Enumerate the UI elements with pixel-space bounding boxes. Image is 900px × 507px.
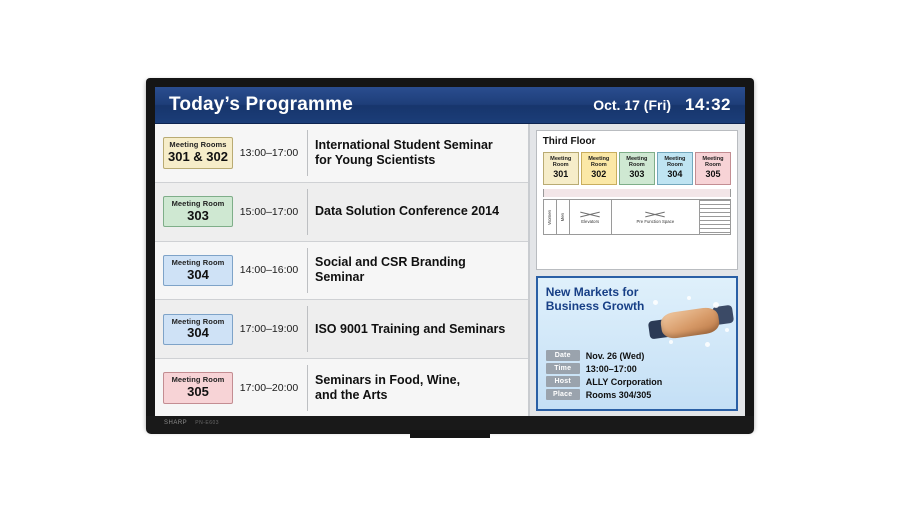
floor-room-label: Meeting Room xyxy=(588,156,610,168)
promo-title-line1: New Markets for xyxy=(545,285,639,299)
schedule-title-line1: ISO 9001 Training and Seminars xyxy=(315,321,506,336)
schedule-time: 14:00–16:00 xyxy=(239,264,299,277)
room-badge-number: 301 & 302 xyxy=(168,149,228,165)
floor-room-number: 303 xyxy=(629,168,645,179)
room-badge xyxy=(163,196,233,228)
promo-value: 13:00–17:00 xyxy=(585,363,637,374)
promo-detail-row xyxy=(546,350,738,361)
schedule-title-line1: Seminars in Food, Wine, xyxy=(315,372,461,387)
restroom-men-label: Men xyxy=(560,212,566,222)
promo-details xyxy=(546,350,738,402)
device-brand xyxy=(164,420,219,426)
row-divider xyxy=(307,365,308,411)
room-badge xyxy=(163,372,233,404)
room-badge-number: 304 xyxy=(187,325,209,341)
floor-facilities xyxy=(543,199,731,235)
floor-room[interactable] xyxy=(619,152,655,185)
pre-function-space xyxy=(612,200,700,234)
schedule-title-line1: Social and CSR Branding Seminar xyxy=(315,255,466,285)
promo-key: Date xyxy=(546,350,580,361)
right-panel xyxy=(530,124,745,417)
signage-header xyxy=(155,87,745,124)
pre-function-label: Pre Function Space xyxy=(636,218,675,224)
elevators-label: Elevators xyxy=(581,218,600,224)
promo-key: Place xyxy=(546,389,580,400)
schedule-row[interactable] xyxy=(155,300,528,359)
header-date: Oct. 17 (Fri) xyxy=(593,97,672,113)
schedule-title xyxy=(315,322,522,337)
promo-detail-row xyxy=(546,376,738,387)
header-time: 14:32 xyxy=(685,95,731,114)
signage-body xyxy=(155,124,745,417)
schedule-title-line2: and the Arts xyxy=(315,388,388,403)
brand-model: PN-E603 xyxy=(195,420,220,426)
floor-room[interactable] xyxy=(581,152,617,185)
promo-panel[interactable] xyxy=(536,276,738,411)
row-divider xyxy=(307,130,308,176)
room-badge-number: 304 xyxy=(187,266,209,282)
schedule-title-line1: International Student Seminar xyxy=(315,137,493,152)
escalator-icon xyxy=(645,211,665,218)
schedule-list xyxy=(155,124,530,417)
room-badge xyxy=(163,255,233,287)
schedule-title xyxy=(315,373,522,404)
floor-room-label: Meeting Room xyxy=(626,156,648,168)
schedule-row[interactable] xyxy=(155,359,528,417)
floor-corridor xyxy=(543,189,731,197)
floor-room-number: 304 xyxy=(667,168,683,179)
room-badge xyxy=(163,314,233,346)
floor-map-rooms xyxy=(543,152,731,185)
floor-map-title: Third Floor xyxy=(542,136,596,147)
promo-value: Nov. 26 (Wed) xyxy=(585,350,645,361)
room-badge-label: Meeting Rooms xyxy=(169,140,227,150)
room-badge xyxy=(163,137,233,169)
promo-value: Rooms 304/305 xyxy=(585,389,652,400)
elevator-icon xyxy=(580,211,600,218)
row-divider xyxy=(307,306,308,352)
schedule-row[interactable] xyxy=(155,124,528,183)
floor-room-label: Meeting Room xyxy=(550,156,572,168)
room-badge-number: 303 xyxy=(187,207,209,223)
schedule-title-line2: for Young Scientists xyxy=(315,152,436,167)
row-divider xyxy=(307,248,308,294)
floor-room[interactable] xyxy=(695,152,731,185)
floor-room-number: 301 xyxy=(553,168,569,179)
digital-signage-screen xyxy=(155,87,745,417)
schedule-time: 17:00–20:00 xyxy=(239,382,299,395)
schedule-time: 17:00–19:00 xyxy=(239,323,299,336)
promo-title xyxy=(546,285,664,313)
room-badge-label: Meeting Room xyxy=(171,257,225,267)
floor-room[interactable] xyxy=(657,152,693,185)
restroom-women-label: Women xyxy=(547,209,553,225)
promo-key: Time xyxy=(546,363,580,374)
schedule-row[interactable] xyxy=(155,183,528,242)
promo-title-line2: Business Growth xyxy=(545,299,645,314)
floor-room-label: Meeting Room xyxy=(664,156,686,168)
promo-detail-row xyxy=(546,389,738,400)
room-badge-label: Meeting Room xyxy=(171,198,225,208)
floor-room-number: 302 xyxy=(591,168,607,179)
schedule-time: 13:00–17:00 xyxy=(239,146,299,159)
promo-detail-row xyxy=(546,363,738,374)
handshake-image xyxy=(647,294,733,352)
promo-key: Host xyxy=(546,376,580,387)
floor-map-panel xyxy=(536,130,738,270)
monitor-stand xyxy=(410,430,490,438)
restroom-women xyxy=(544,200,557,234)
schedule-title xyxy=(315,255,522,286)
schedule-time: 15:00–17:00 xyxy=(239,205,299,218)
promo-value: ALLY Corporation xyxy=(585,376,663,387)
stairs-icon xyxy=(700,200,730,234)
floor-room[interactable] xyxy=(543,152,579,185)
room-badge-label: Meeting Room xyxy=(171,375,225,385)
room-badge-number: 305 xyxy=(187,384,209,400)
schedule-row[interactable] xyxy=(155,242,528,301)
restroom-men xyxy=(557,200,570,234)
floor-room-number: 305 xyxy=(705,168,721,179)
page-title: Today’s Programme xyxy=(169,94,353,115)
floor-room-label: Meeting Room xyxy=(702,156,724,168)
room-badge-label: Meeting Room xyxy=(171,316,225,326)
row-divider xyxy=(307,189,308,235)
schedule-title-line1: Data Solution Conference 2014 xyxy=(315,204,500,219)
display-monitor xyxy=(146,78,754,430)
schedule-title xyxy=(315,204,522,219)
header-datetime xyxy=(593,95,731,115)
brand-name: SHARP xyxy=(164,420,188,426)
schedule-title xyxy=(315,138,522,169)
elevators xyxy=(570,200,612,234)
